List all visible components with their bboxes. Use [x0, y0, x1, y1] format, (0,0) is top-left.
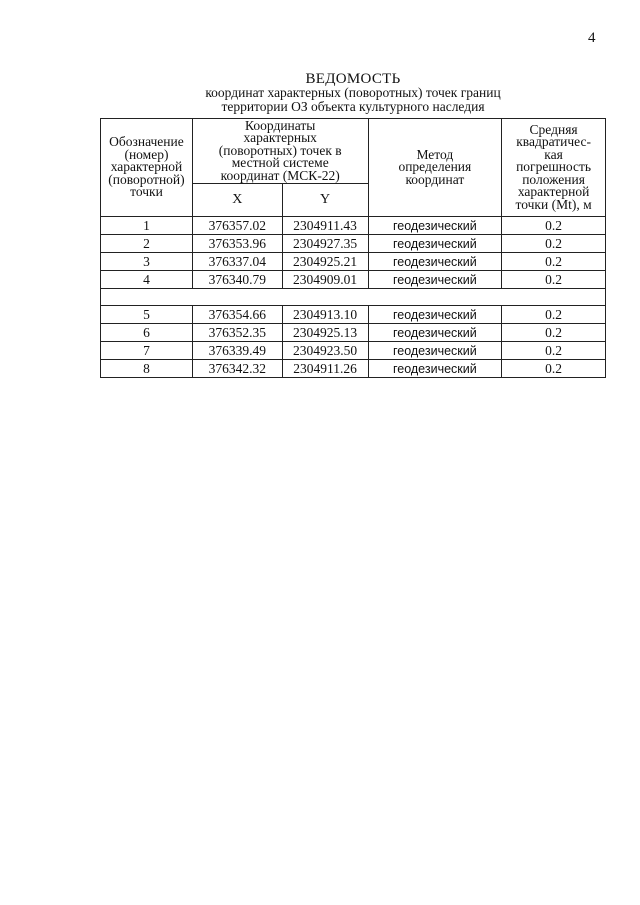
- cell-method: геодезический: [368, 217, 502, 235]
- coordinates-table: [100, 118, 606, 378]
- header-text: характерных: [243, 130, 317, 146]
- cell-method: геодезический: [368, 271, 502, 289]
- table-row: [101, 306, 606, 324]
- header-text: Координаты: [245, 117, 316, 133]
- table-row: [101, 324, 606, 342]
- header-text: (поворотных) точек в: [218, 142, 342, 158]
- header-error: [502, 119, 606, 217]
- cell-y: 2304909.01: [282, 271, 368, 289]
- table-row: [101, 253, 606, 271]
- cell-method: геодезический: [368, 360, 502, 378]
- title-main: ВЕДОМОСТЬ: [305, 71, 401, 87]
- header-text: квадратичес-: [516, 134, 591, 150]
- header-text: характерной: [110, 159, 183, 175]
- header-text: характерной: [517, 184, 590, 200]
- cell-y: 2304923.50: [282, 342, 368, 360]
- header-text: Обозначение: [109, 134, 184, 150]
- table-row: [101, 235, 606, 253]
- table-separator-row: [101, 289, 606, 306]
- cell-x: 376354.66: [192, 306, 282, 324]
- cell-error: 0.2: [502, 342, 606, 360]
- cell-x: 376357.02: [192, 217, 282, 235]
- cell-point: 7: [101, 342, 193, 360]
- header-text: кая: [544, 146, 563, 162]
- separator-cell: [101, 289, 606, 306]
- cell-method: геодезический: [368, 253, 502, 271]
- header-method: [368, 119, 502, 217]
- header-text: Метод: [416, 146, 454, 162]
- cell-method: геодезический: [368, 306, 502, 324]
- header-text: (поворотной): [108, 171, 185, 187]
- cell-error: 0.2: [502, 360, 606, 378]
- cell-method: геодезический: [368, 235, 502, 253]
- cell-error: 0.2: [502, 271, 606, 289]
- cell-point: 5: [101, 306, 193, 324]
- table-header-row: [101, 119, 606, 184]
- header-text: Средняя: [529, 121, 578, 137]
- header-text: определения: [398, 159, 472, 175]
- table-row: [101, 271, 606, 289]
- page-number: 4: [588, 30, 596, 46]
- cell-point: 4: [101, 271, 193, 289]
- document-title: [100, 72, 606, 114]
- header-text: местной системе: [231, 155, 329, 171]
- title-line-2: территории ОЗ объекта культурного наследия: [221, 99, 485, 114]
- cell-y: 2304911.43: [282, 217, 368, 235]
- header-y: Y: [282, 184, 368, 217]
- table-row: [101, 360, 606, 378]
- cell-method: геодезический: [368, 342, 502, 360]
- table-row: [101, 217, 606, 235]
- header-text: точки: [130, 184, 163, 200]
- cell-x: 376342.32: [192, 360, 282, 378]
- title-line-1: координат характерных (поворотных) точек границ: [205, 85, 501, 100]
- cell-y: 2304911.26: [282, 360, 368, 378]
- header-point-number: [101, 119, 193, 217]
- cell-x: 376339.49: [192, 342, 282, 360]
- cell-method: геодезический: [368, 324, 502, 342]
- cell-y: 2304925.21: [282, 253, 368, 271]
- cell-error: 0.2: [502, 253, 606, 271]
- header-text: координат (МСК-22): [220, 167, 340, 183]
- header-text: точки (Mt), м: [515, 196, 592, 212]
- cell-x: 376352.35: [192, 324, 282, 342]
- cell-point: 6: [101, 324, 193, 342]
- cell-error: 0.2: [502, 306, 606, 324]
- cell-error: 0.2: [502, 217, 606, 235]
- cell-x: 376337.04: [192, 253, 282, 271]
- cell-error: 0.2: [502, 324, 606, 342]
- header-text: координат: [405, 171, 465, 187]
- cell-point: 8: [101, 360, 193, 378]
- cell-error: 0.2: [502, 235, 606, 253]
- header-text: погрешность: [516, 159, 592, 175]
- header-text: (номер): [124, 146, 169, 162]
- header-coordinates: [192, 119, 368, 184]
- cell-point: 1: [101, 217, 193, 235]
- cell-x: 376340.79: [192, 271, 282, 289]
- cell-y: 2304925.13: [282, 324, 368, 342]
- table-row: [101, 342, 606, 360]
- cell-point: 3: [101, 253, 193, 271]
- header-text: положения: [522, 171, 585, 187]
- cell-point: 2: [101, 235, 193, 253]
- cell-x: 376353.96: [192, 235, 282, 253]
- cell-y: 2304913.10: [282, 306, 368, 324]
- cell-y: 2304927.35: [282, 235, 368, 253]
- header-x: X: [192, 184, 282, 217]
